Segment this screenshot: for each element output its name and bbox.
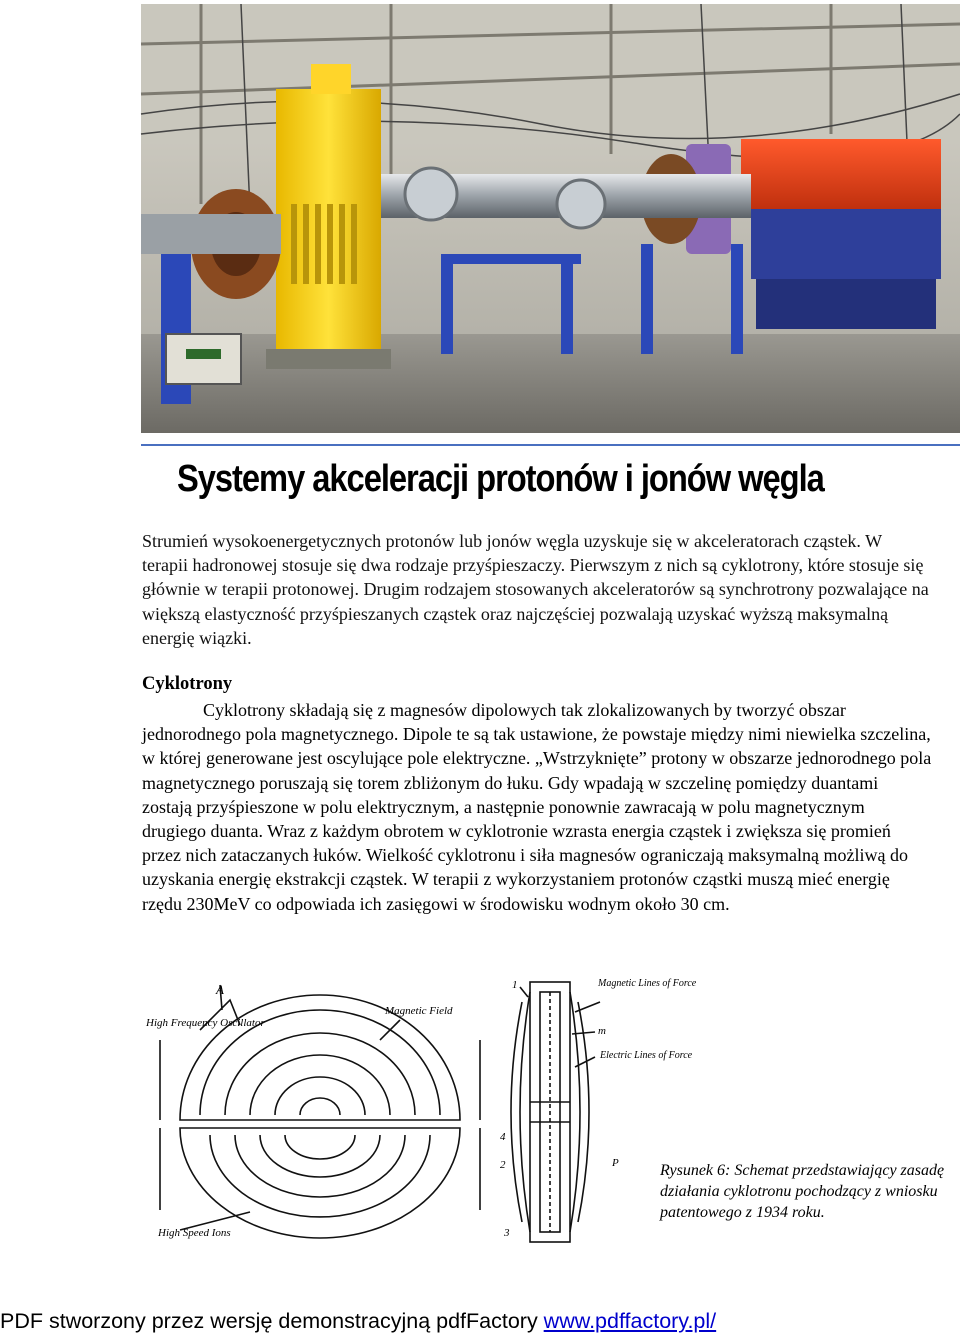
figure-label-4: 4 [500,1131,506,1143]
intro-paragraph: Strumień wysokoenergetycznych protonów lub jonów węgla uzyskuje się w akceleratorach cząstek. W terapii hadronowej stosuje się dwa rodzaje przyśpieszaczy. Pierwszym z nich są cyklotrony, które stosuje się głównie w terapii protonowej. Drugim rodzajem stosowanych akceleratorów są synchrotrony pozwalające na większą elastyczność przyśpieszanych cząstek oraz najczęściej pozwalają uzyskać wyższą maksymalną energię wiązki. [142,531,929,648]
figure-label-m: m [598,1025,606,1037]
accelerator-photo [141,4,960,433]
figure-label-3: 3 [504,1227,510,1239]
page-title: Systemy akceleracji protonów i jonów węgla [177,458,824,500]
figure-label-high-speed-ions: High Speed Ions [158,1227,231,1239]
cyclotron-top-view-drawing [140,980,500,1240]
section-paragraph: Cyklotrony składają się z magnesów dipolowych tak zlokalizowanych by tworzyć obszar jednorodnego pola magnetycznego. Dipole te są tak ustawione, że powstaje między nimi niewielka szczelina, w której generowane jest oscylujące pole elektryczne. „Wstrzyknięte” protony w obszarze jednorodnego pola magnetycznego poruszają się torem zbliżonym do łuku. Gdy wpadają w szczelinę pomiędzy duantami zostają przyśpieszone w polu elektrycznym, a następnie ponownie zawracają w polu magnetycznym drugiego duanta. Wraz z każdym obrotem w cyklotronie wzrasta energia cząstek i zwiększa się promień przez nich zataczanych łuków. Wielkość cyklotronu i siła magnesów ograniczają maksymalną możliwą do uzyskania energię ekstrakcji cząstek. W terapii z wykorzystaniem protonów cząstki muszą mieć energię rzędu 230MeV co odpowiada ich zasięgowi w środowisku wodnym około 30 cm. [142,700,932,914]
footer-text: PDF stworzony przez wersję demonstracyjną pdfFactory [0,1309,544,1333]
pdf-footer [0,1309,716,1334]
figure-label-2: 2 [500,1159,506,1171]
figure-label-electric-lines-of-force: Electric Lines of Force [600,1050,693,1061]
figure-label-p: P [612,1157,619,1169]
figure-label-1: 1 [512,979,518,991]
figure-label-letter-a: A [216,982,224,997]
figure-label-high-frequency-oscillator: High Frequency Oscillator [146,1017,265,1029]
section-heading: Cyklotrony [142,674,233,694]
cyclotron-side-section-drawing [500,972,697,1250]
figure-label-magnetic-field: Magnetic Field [385,1005,453,1017]
footer-link[interactable]: www.pdffactory.pl/ [543,1309,717,1333]
figure-caption: Rysunek 6: Schemat przedstawiający zasadę działania cyklotronu pochodzący z wniosku patentowego z 1934 roku. [660,1162,945,1221]
section-divider [141,444,960,446]
figure-label-magnetic-lines-of-force: Magnetic Lines of Force [598,978,697,989]
